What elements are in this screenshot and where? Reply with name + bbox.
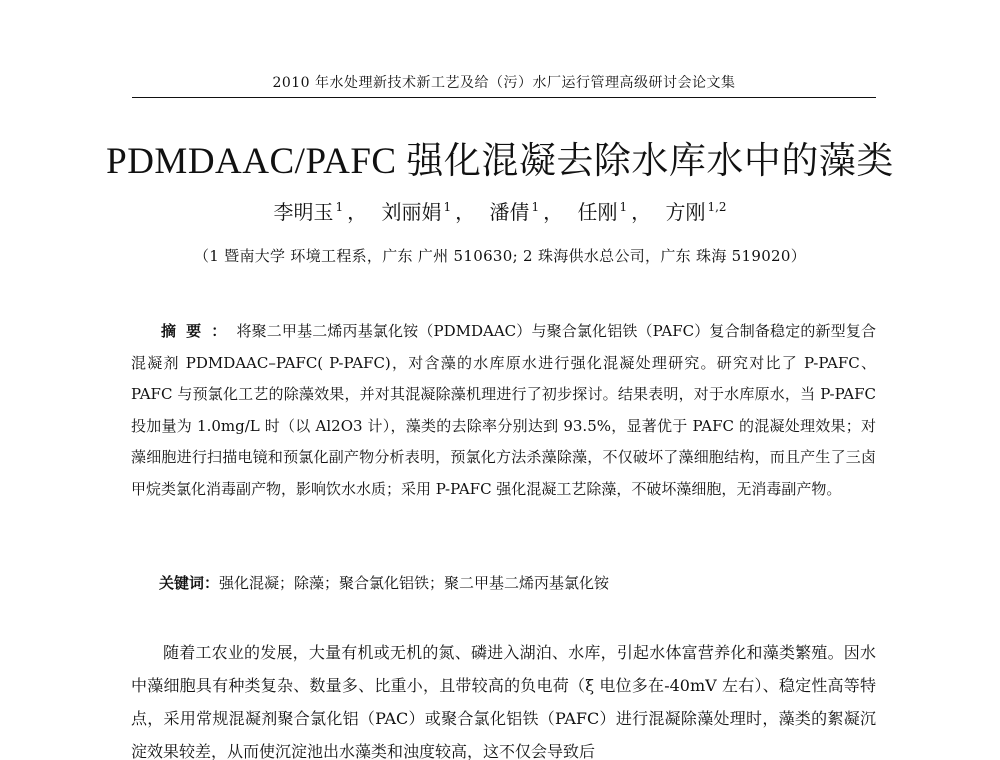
author-separator: ，	[347, 200, 368, 224]
author-affiliation-mark: 1	[531, 200, 540, 215]
author-affiliation-mark: 1	[335, 200, 344, 215]
author-separator: ，	[631, 200, 652, 224]
author-affiliation-mark: 1	[619, 200, 628, 215]
affiliations: （1 暨南大学 环境工程系，广东 广州 510630; 2 珠海供水总公司，广东 珠海 519020）	[193, 247, 807, 265]
keywords-text: 强化混凝；除藻；聚合氯化铝铁；聚二甲基二烯丙基氯化铵	[219, 574, 610, 592]
author-list	[60, 196, 940, 225]
author-name: 潘倩	[489, 200, 530, 224]
author-2	[381, 200, 451, 224]
paper-title: PDMDAAC/PAFC 强化混凝去除水库水中的藻类	[106, 141, 894, 182]
body-paragraph: 随着工农业的发展，大量有机或无机的氮、磷进入湖泊、水库，引起水体富营养化和藻类繁殖。因水中藻细胞具有种类复杂、数量多、比重小，且带较高的负电荷（ξ 电位多在-40mV 左右）、稳定性高等特点，采用常规混凝剂聚合氯化铝（PAC）或聚合氯化铝铁（PAFC）进行混凝除藻处理时，藻类的絮凝沉淀效果较差，从而使沉淀池出水藻类和浊度较高，这不仅会导致后	[131, 643, 876, 760]
author-separator: ，	[455, 200, 476, 224]
author-name: 任刚	[577, 200, 618, 224]
abstract-text: 将聚二甲基二烯丙基氯化铵（PDMDAAC）与聚合氯化铝铁（PAFC）复合制备稳定的新型复合混凝剂 PDMDAAC–PAFC( P-PAFC)，对含藻的水库原水进行强化混凝处理研究。研究对比了 P-PAFC、PAFC 与预氯化工艺的除藻效果，并对其混凝除藻机理进行了初步探讨。结果表明，对于水库原水，当 P-PAFC 投加量为 1.0mg/L 时（以 Al2O3 计），藻类的去除率分别达到 93.5%，显著优于 PAFC 的混凝处理效果；对藻细胞进行扫描电镜和预氯化副产物分析表明，预氯化方法杀藻除藻，不仅破坏了藻细胞结构，而且产生了三卤甲烷类氯化消毒副产物，影响饮水水质；采用 P-PAFC 强化混凝工艺除藻，不破坏藻细胞，无消毒副产物。	[131, 322, 876, 498]
author-3	[489, 200, 539, 224]
author-4	[577, 200, 627, 224]
header-rule	[132, 97, 876, 98]
author-affiliation-mark: 1,2	[707, 200, 727, 215]
author-affiliation-mark: 1	[443, 200, 452, 215]
author-1	[273, 200, 343, 224]
author-5	[665, 200, 726, 224]
keywords-label: 关键词：	[159, 574, 220, 592]
keywords	[159, 568, 876, 598]
abstract	[131, 316, 876, 505]
author-name: 李明玉	[273, 200, 334, 224]
author-separator: ，	[543, 200, 564, 224]
author-name: 方刚	[665, 200, 706, 224]
abstract-label: 摘要：	[161, 322, 237, 340]
author-name: 刘丽娟	[381, 200, 442, 224]
running-header: 2010 年水处理新技术新工艺及给（污）水厂运行管理高级研讨会论文集	[272, 75, 736, 91]
